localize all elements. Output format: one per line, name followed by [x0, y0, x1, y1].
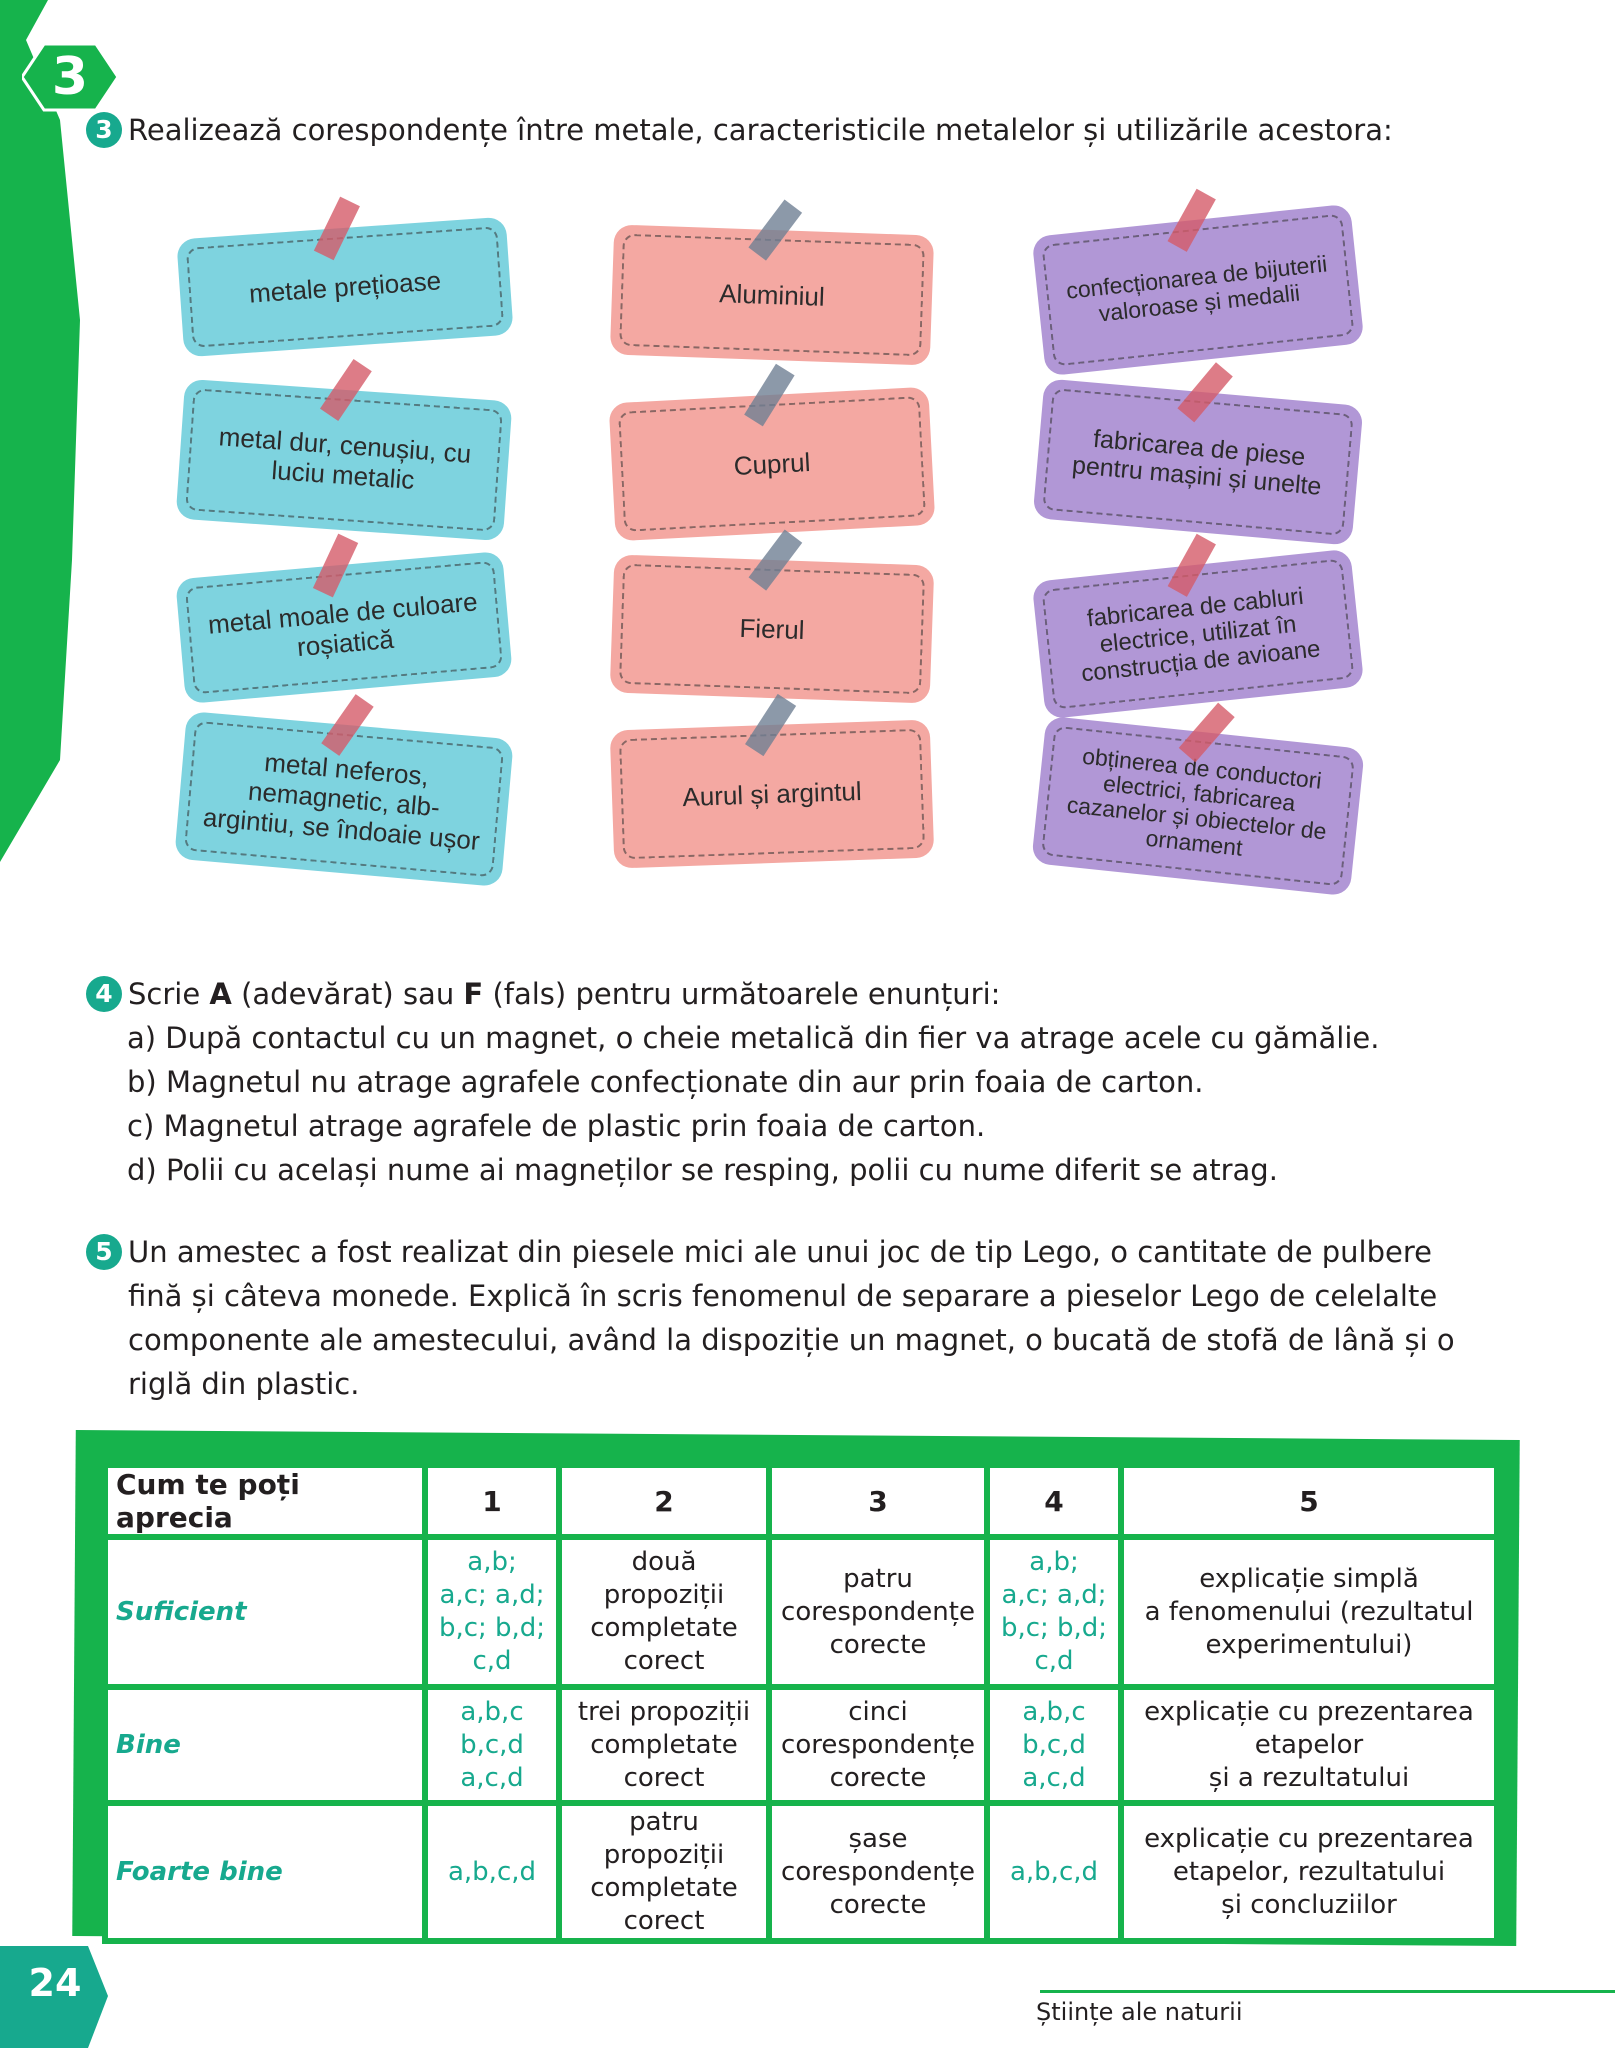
metal-card: [610, 554, 935, 703]
list-item: c) Magnetul atrage agrafele de plastic prin foaia de carton.: [127, 1109, 986, 1143]
characteristic-card: [174, 711, 514, 887]
header-cell: 3: [769, 1465, 987, 1537]
exercise-number: 5: [86, 1234, 122, 1270]
exercise-text: [128, 1230, 1546, 1406]
table-cell: șase corespondențe corecte: [769, 1803, 987, 1941]
card-label: metal moale de culoare roșiatică: [206, 585, 479, 662]
table-row: [105, 1537, 1497, 1687]
card-label: Fierul: [738, 612, 806, 646]
characteristic-card: [176, 379, 513, 542]
card-label: metal neferos, nemagnetic, alb-argintiu, se îndoaie ușor: [201, 746, 481, 856]
level-cell: Bine: [105, 1687, 425, 1803]
false-marker: F: [463, 977, 484, 1011]
tape-strip: [1168, 189, 1216, 252]
tape-strip: [1179, 703, 1235, 763]
footer-divider: [1040, 1990, 1615, 1993]
tape-strip: [744, 364, 794, 427]
text-line: Un amestec a fost realizat din piesele mici ale unui joc de tip Lego, o cantitate de pulbere: [128, 1235, 1432, 1269]
use-card: [1032, 549, 1365, 720]
tape-strip: [313, 534, 358, 598]
list-item: d) Polii cu același nume ai magneților se resping, polii cu nume diferit se atrag.: [127, 1153, 1278, 1187]
card-label: fabricarea de cabluri electrice, utilizat în construcția de avioane: [1079, 582, 1322, 687]
table-cell: patru corespondențe corecte: [769, 1537, 987, 1687]
characteristic-card: [176, 217, 513, 358]
table-cell: explicație simplă a fenomenului (rezultatul experimentului): [1121, 1537, 1497, 1687]
table-cell: a,b; a,c; a,d; b,c; b,d; c,d: [425, 1537, 559, 1687]
header-cell: 1: [425, 1465, 559, 1537]
card-label: metal dur, cenușiu, cu luciu metalic: [217, 421, 473, 495]
exercise-number: 4: [86, 976, 122, 1012]
header-cell: 5: [1121, 1465, 1497, 1537]
card-label: Aluminiul: [718, 278, 826, 312]
table-cell: a,b,c b,c,d a,c,d: [425, 1687, 559, 1803]
matching-cards: [0, 0, 1615, 900]
table-cell: explicație cu prezentarea etapelor, rezultatului și concluziilor: [1121, 1803, 1497, 1941]
use-card: [1033, 378, 1364, 545]
text-line: fină și câteva monede. Explică în scris fenomenul de separare a pieselor Lego de celelalte: [128, 1279, 1438, 1313]
tape-strip: [1177, 362, 1232, 422]
metal-card: [609, 387, 936, 542]
text-line: riglă din plastic.: [128, 1367, 360, 1401]
unit-number: 3: [51, 47, 89, 107]
exercise-5: [86, 1230, 1546, 1406]
header-cell: Cum te poți aprecia: [105, 1465, 425, 1537]
exercise-text: Realizează corespondențe între metale, caracteristicile metalelor și utilizările acestora:: [128, 113, 1393, 147]
tape-strip: [320, 359, 372, 421]
table-row: [105, 1803, 1497, 1941]
tape-strip: [314, 197, 360, 261]
table-cell: două propoziții completate corect: [559, 1537, 769, 1687]
list-item: b) Magnetul nu atrage agrafele confecționate din aur prin foaia de carton.: [127, 1065, 1204, 1099]
exercise-text: Scrie A (adevărat) sau F (fals) pentru următoarele enunțuri:: [128, 977, 1001, 1011]
table-cell: a,b,c,d: [987, 1803, 1121, 1941]
metal-card: [610, 719, 935, 868]
table-cell: a,b,c,d: [425, 1803, 559, 1941]
table-cell: cinci corespondențe corecte: [769, 1687, 987, 1803]
table-cell: a,b; a,c; a,d; b,c; b,d; c,d: [987, 1537, 1121, 1687]
level-cell: Suficient: [105, 1537, 425, 1687]
self-assessment-table: [102, 1462, 1500, 1944]
table-cell: trei propoziții completate corect: [559, 1687, 769, 1803]
list-item: a) După contactul cu un magnet, o cheie metalică din fier va atrage acele cu gămălie.: [127, 1021, 1380, 1055]
tape-strip: [749, 529, 803, 590]
table-row: [105, 1687, 1497, 1803]
tape-strip: [748, 199, 802, 260]
exercise-number: 3: [86, 112, 122, 148]
use-card: [1031, 716, 1365, 897]
tape-strip: [1168, 534, 1216, 597]
statement-list: [127, 1016, 1379, 1192]
true-marker: A: [209, 977, 232, 1011]
page-number: 24: [28, 1961, 82, 2005]
card-label: fabricarea de piese pentru mașini și unelte: [1070, 424, 1323, 501]
card-label: Cuprul: [732, 447, 812, 481]
card-label: metale prețioase: [248, 265, 442, 309]
characteristic-card: [175, 551, 513, 704]
card-label: confecționarea de bijuterii valoroase și medalii: [1064, 250, 1329, 327]
card-label: Aurul și argintul: [681, 775, 863, 813]
use-card: [1032, 204, 1365, 377]
tape-strip: [321, 694, 373, 756]
footer-subject: Științe ale naturii: [1036, 1998, 1243, 2026]
table-header-row: [105, 1465, 1497, 1537]
table-cell: patru propoziții completate corect: [559, 1803, 769, 1941]
level-cell: Foarte bine: [105, 1803, 425, 1941]
table-cell: explicație cu prezentarea etapelor și a rezultatului: [1121, 1687, 1497, 1803]
metal-card: [610, 224, 934, 365]
table-cell: a,b,c b,c,d a,c,d: [987, 1687, 1121, 1803]
tape-strip: [745, 694, 796, 756]
header-cell: 2: [559, 1465, 769, 1537]
header-cell: 4: [987, 1465, 1121, 1537]
text-line: componente ale amestecului, având la dispoziție un magnet, o bucată de stofă de lână și o: [128, 1323, 1455, 1357]
exercise-4: [86, 972, 1546, 1016]
card-label: obținerea de conductori electrici, fabricarea cazanelor și obiectelor de ornament: [1065, 742, 1328, 861]
